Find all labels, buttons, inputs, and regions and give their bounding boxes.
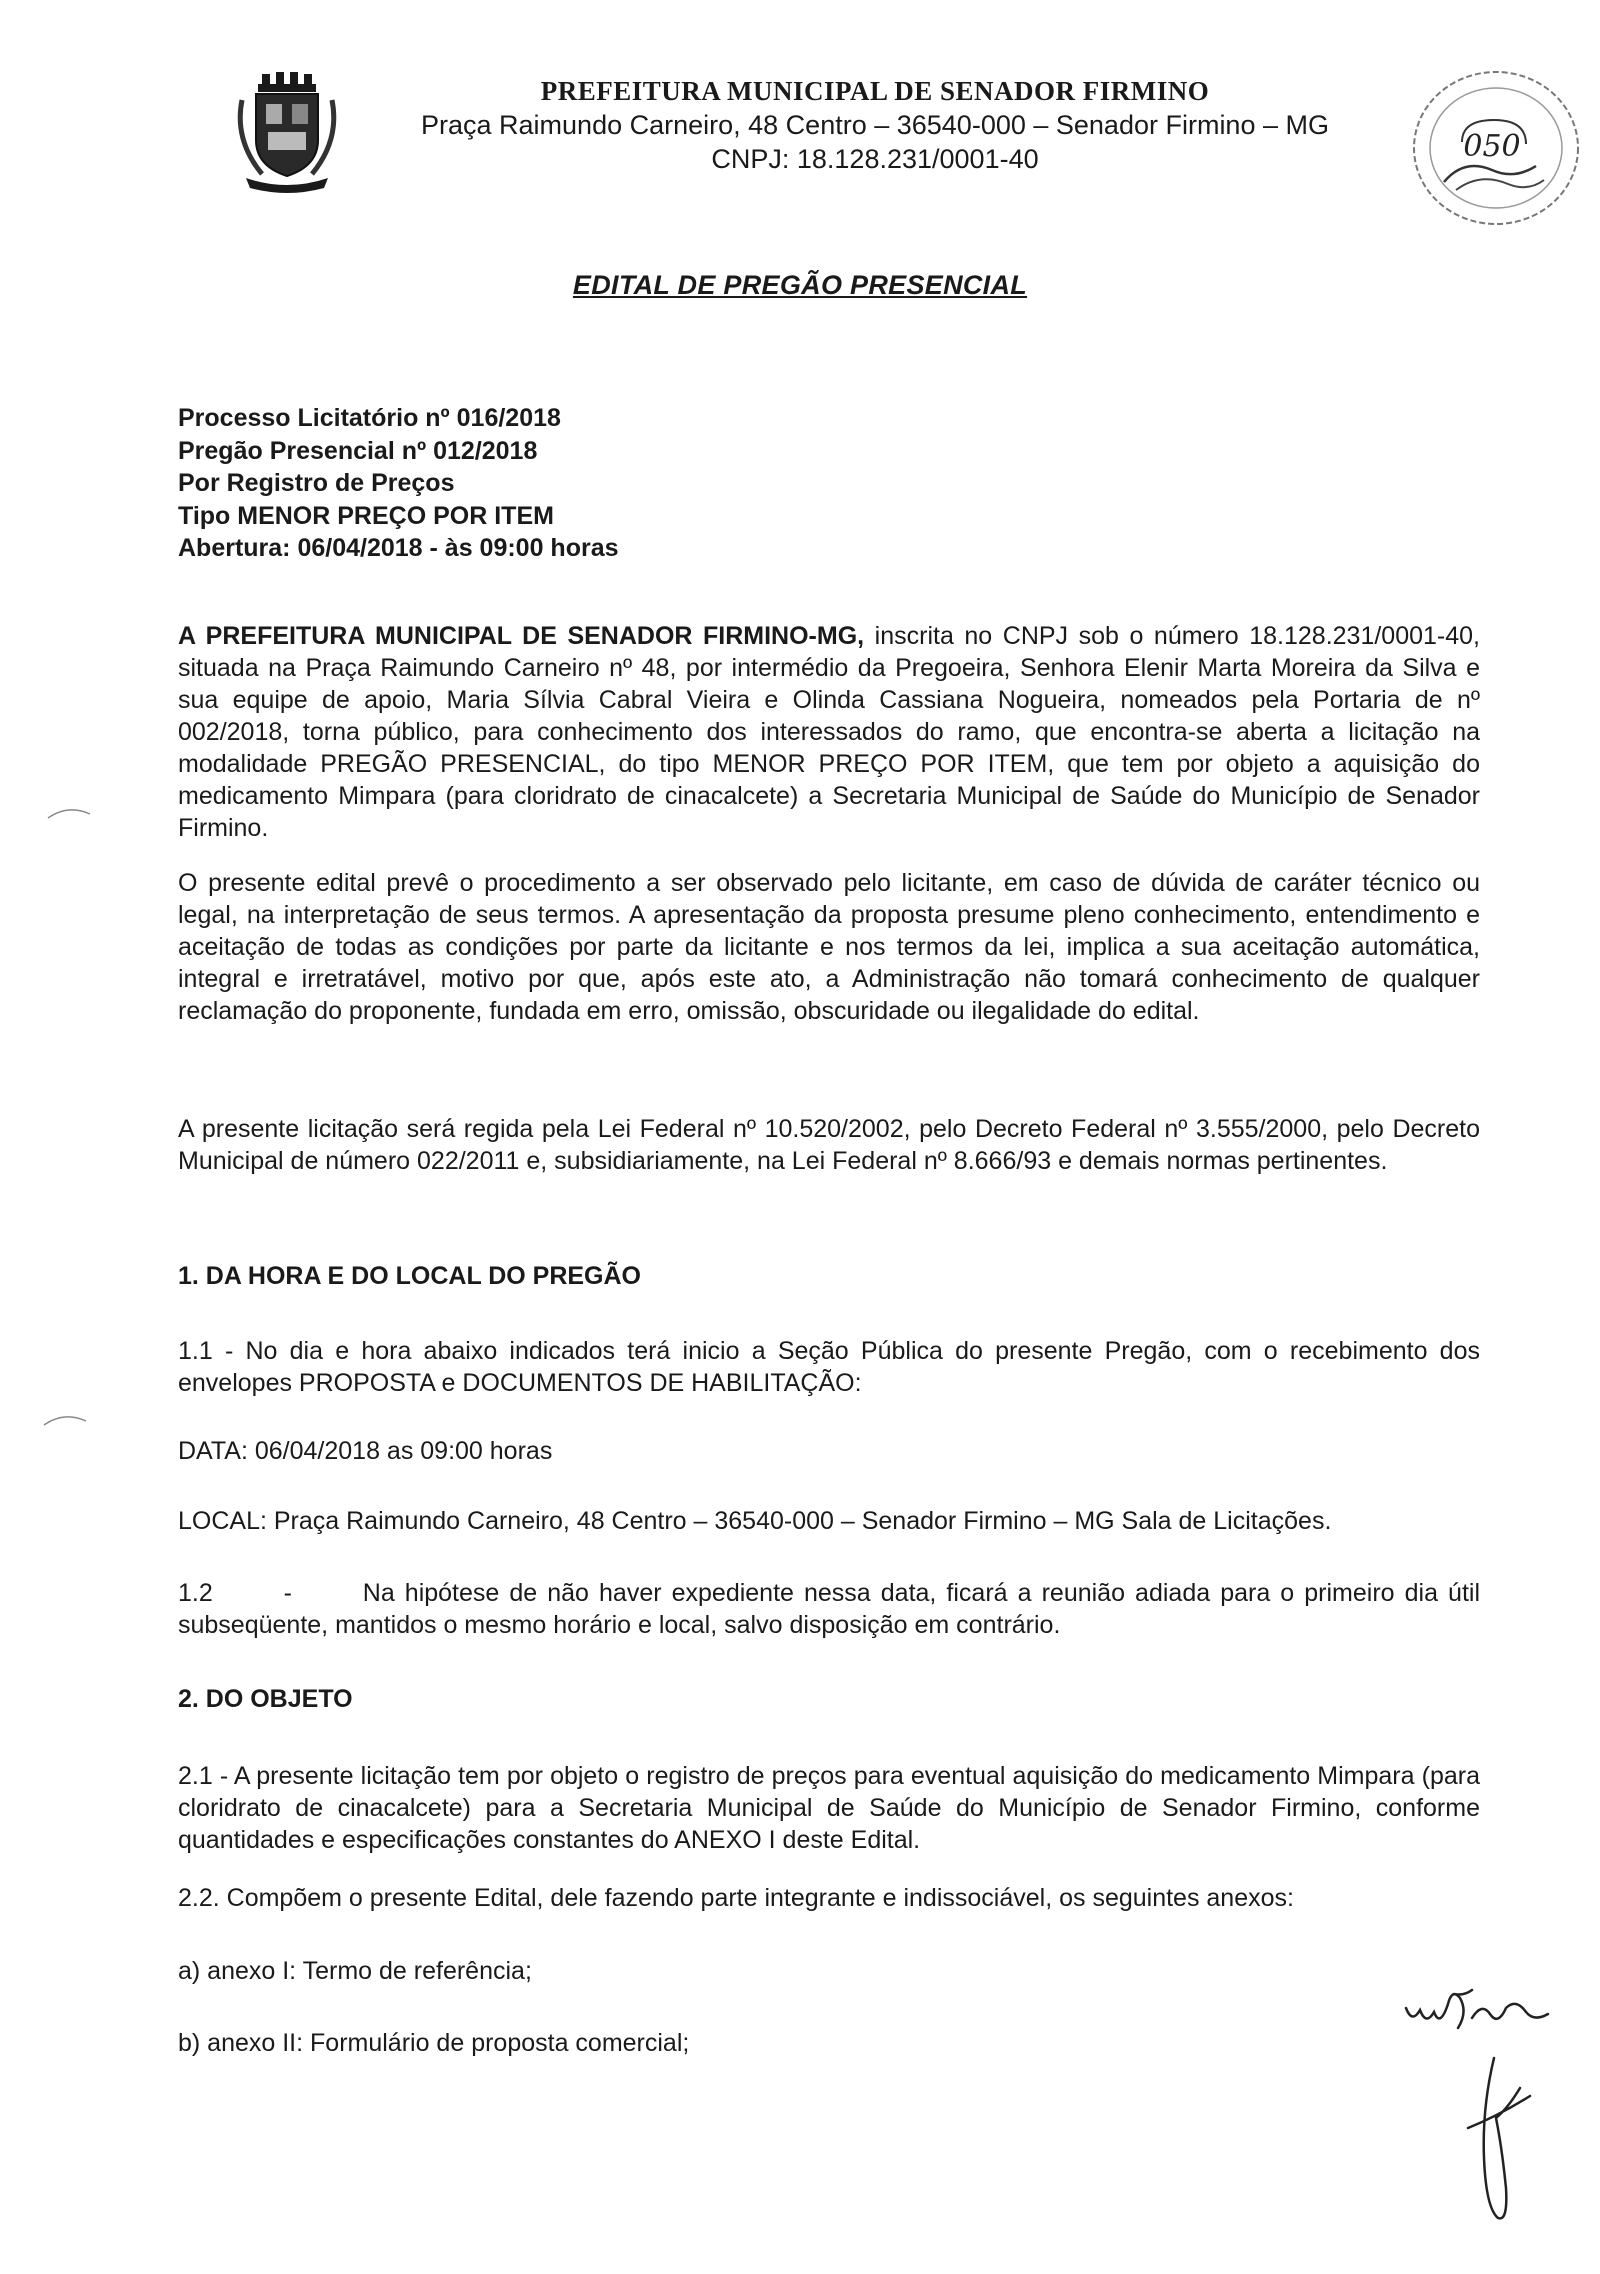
letterhead <box>0 74 1600 176</box>
registry-mode: Por Registro de Preços <box>178 469 455 497</box>
org-address: Praça Raimundo Carneiro, 48 Centro – 36540-000 – Senador Firmino – MG <box>421 110 1329 140</box>
section-2-1: 2.1 - A presente licitação tem por objeto o registro de preços para eventual aquisição do medicamento Mimpara (para cloridrato de cinacalcete) para a Secretaria Municipal de Saúde do Município de Senador Firmino, conforme quantidades e especificações constantes do ANEXO I deste Edital. <box>178 1762 1480 1854</box>
annex-b: b) anexo II: Formulário de proposta comercial; <box>178 2029 690 2057</box>
bid-type: Tipo MENOR PREÇO POR ITEM <box>178 501 554 530</box>
org-cnpj: CNPJ: 18.128.231/0001-40 <box>711 144 1039 174</box>
org-name: PREFEITURA MUNICIPAL DE SENADOR FIRMINO <box>540 76 1210 106</box>
s1-2-dash: - <box>283 1579 292 1607</box>
process-number: Processo Licitatório nº 016/2018 <box>178 404 561 432</box>
annex-a: a) anexo I: Termo de referência; <box>178 1957 532 1985</box>
pregao-number: Pregão Presencial nº 012/2018 <box>178 436 538 465</box>
document-title: EDITAL DE PREGÃO PRESENCIAL <box>572 270 1028 300</box>
s1-2-text: Na hipótese de não haver expediente nessa data, ficará a reunião adiada para o primeiro dia útil subseqüente, mantidos o mesmo horário e local, salvo disposição em contrário. <box>178 1579 1480 1639</box>
punch-mark-icon <box>42 1413 88 1427</box>
section-2-2: 2.2. Compõem o presente Edital, dele fazendo parte integrante e indissociável, os seguintes anexos: <box>178 1884 1294 1912</box>
intro-org-name: A PREFEITURA MUNICIPAL DE SENADOR FIRMINO-MG, <box>178 622 865 650</box>
commission-stamp <box>1404 62 1584 232</box>
punch-mark-icon <box>46 806 92 820</box>
s1-2-number: 1.2 <box>178 1579 213 1607</box>
stamp-number: 050 <box>1463 129 1521 164</box>
local-line: LOCAL: Praça Raimundo Carneiro, 48 Centro – 36540-000 – Senador Firmino – MG Sala de Licitações. <box>178 1507 1332 1535</box>
section-2-title: 2. DO OBJETO <box>178 1685 353 1713</box>
section-1-1: 1.1 - No dia e hora abaixo indicados terá inicio a Seção Pública do presente Pregão, com o recebimento dos envelopes PROPOSTA e DOCUMENTOS DE HABILITAÇÃO: <box>178 1337 1480 1397</box>
intro-paragraph <box>178 620 1480 844</box>
paragraph-procedure: O presente edital prevê o procedimento a ser observado pelo licitante, em caso de dúvida de caráter técnico ou legal, na interpretação de seus termos. A apresentação da proposta presume pleno conhecimento, entendimento e aceitação de todas as condições por parte da licitante e nos termos da lei, implica a sua aceitação automática, integral e irretratável, motivo por que, após este ato, a Administração não tomará conhecimento de qualquer reclamação do proponente, fundada em erro, omissão, obscuridade ou ilegalidade do edital. <box>178 869 1480 1025</box>
section-1-2 <box>178 1577 1480 1641</box>
opening-date: Abertura: 06/04/2018 - às 09:00 horas <box>178 534 619 562</box>
handwritten-initials <box>1398 1968 1578 2258</box>
process-info <box>178 402 619 565</box>
date-line: DATA: 06/04/2018 as 09:00 horas <box>178 1437 553 1465</box>
intro-text: inscrita no CNPJ sob o número 18.128.231/0001-40, situada na Praça Raimundo Carneiro nº 48, por intermédio da Pregoeira, Senhora Elenir Marta Moreira da Silva e sua equipe de apoio, Maria Sílvia Cabral Vieira e Olinda Cassiana Nogueira, nomeados pela Portaria de nº 002/2018, torna público, para conhecimento dos interessados do ramo, que encontra-se aberta a licitação na modalidade PREGÃO PRESENCIAL, do tipo MENOR PREÇO POR ITEM, que tem por objeto a aquisição do medicamento Mimpara (para cloridrato de cinacalcete) a Secretaria Municipal de Saúde do Município de Senador Firmino. <box>178 622 1481 842</box>
paragraph-legislation: A presente licitação será regida pela Lei Federal nº 10.520/2002, pelo Decreto Federal nº 3.555/2000, pelo Decreto Municipal de número 022/2011 e, subsidiariamente, na Lei Federal nº 8.666/93 e demais normas pertinentes. <box>178 1115 1480 1175</box>
section-1-title: 1. DA HORA E DO LOCAL DO PREGÃO <box>178 1262 642 1290</box>
